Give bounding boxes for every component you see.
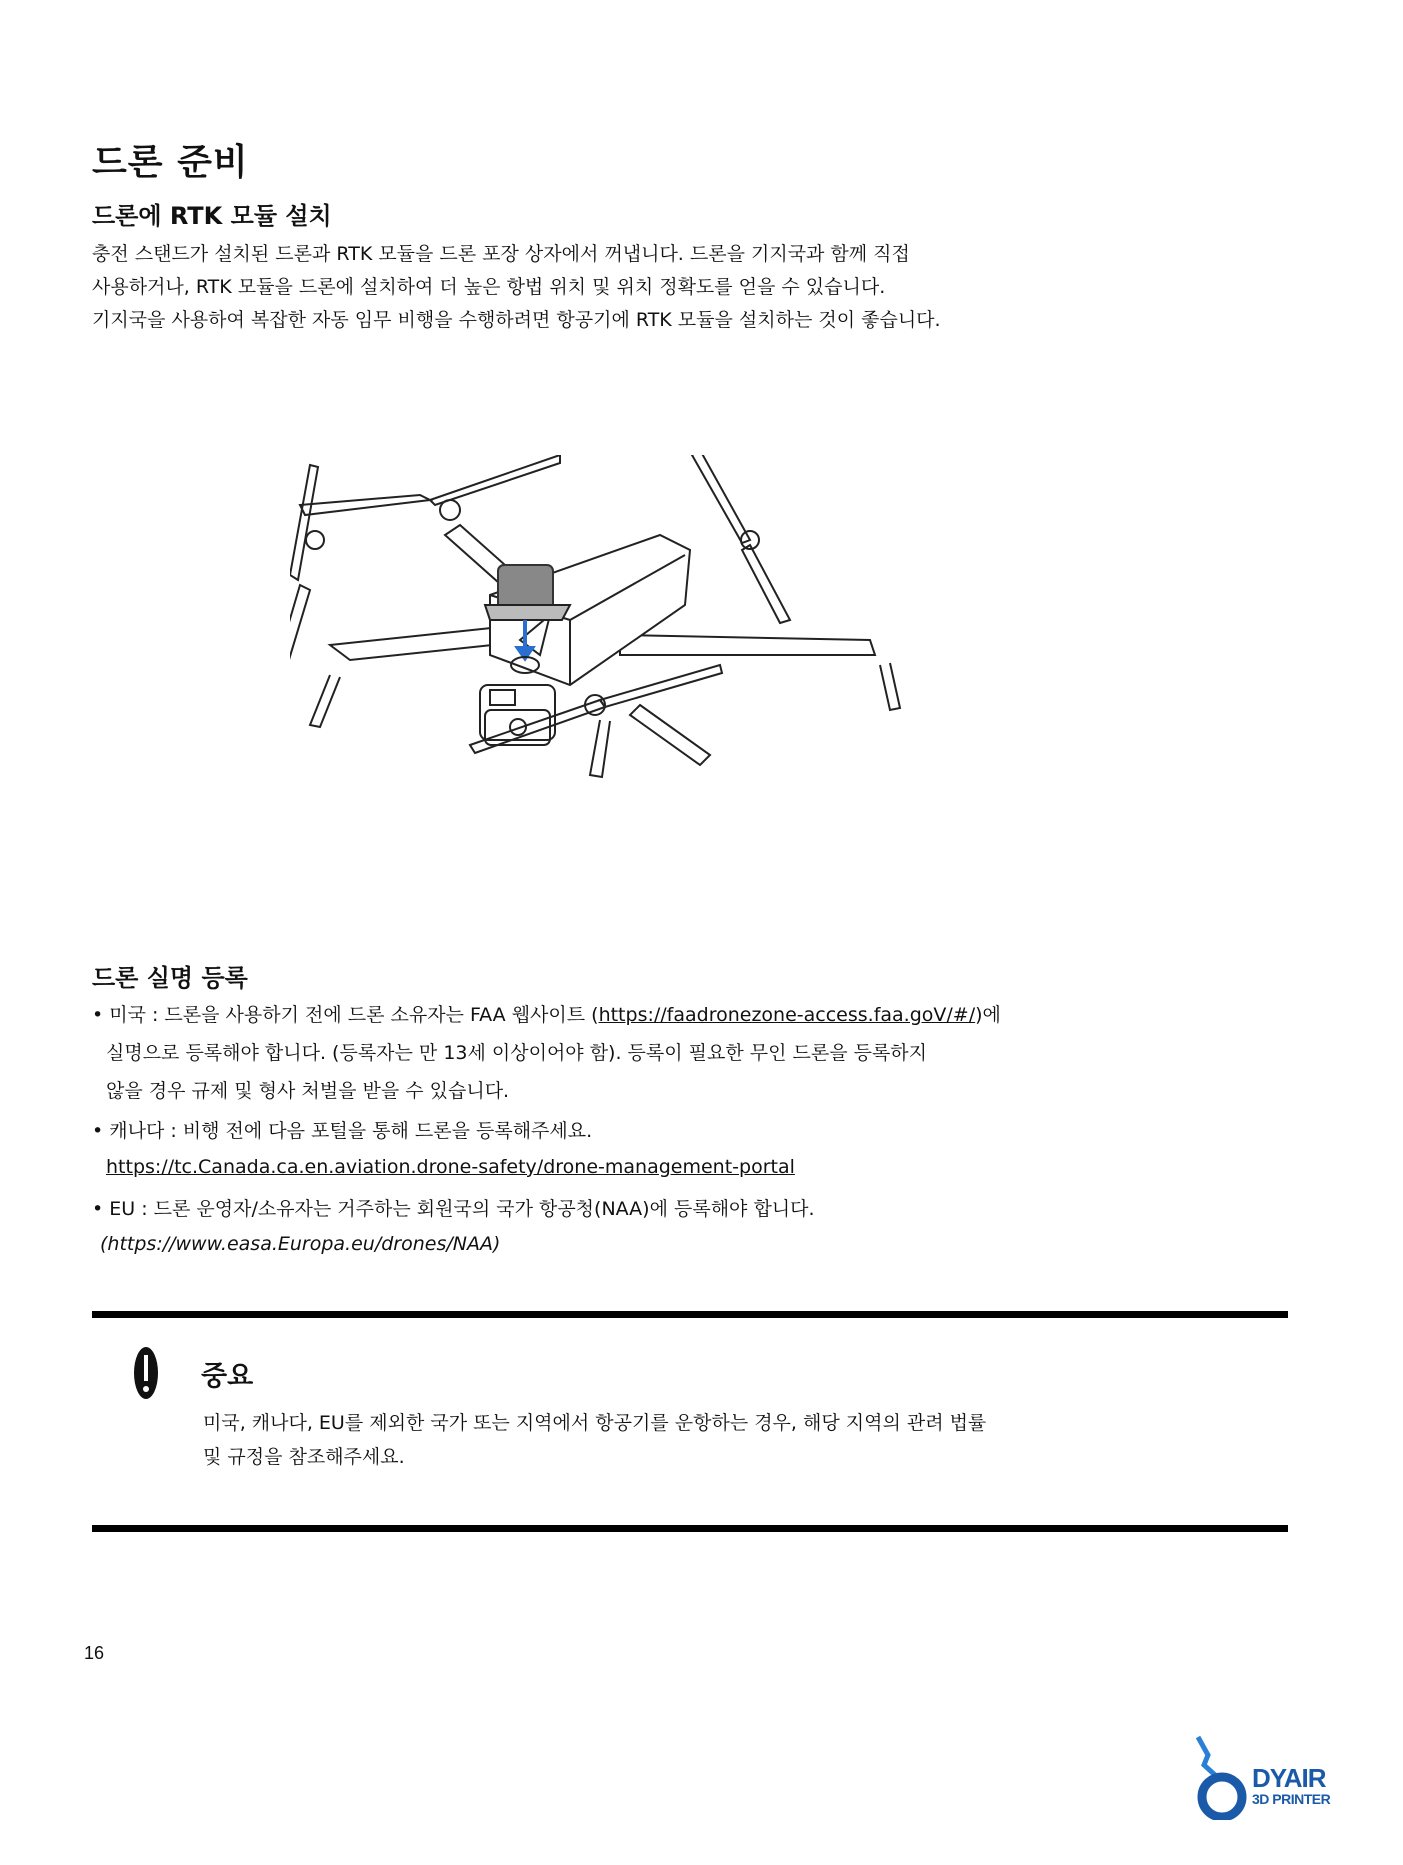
rtk-text-line: 사용하거나, RTK 모듈을 드론에 설치하여 더 높은 항법 위치 및 위치 정확도를 얻을 수 있습니다. [92,276,886,298]
usa-suffix: )에 [975,1004,1001,1026]
notice-top-rule [92,1311,1288,1318]
drone-rtk-illustration [290,455,950,915]
dyair-logo [1190,1735,1360,1820]
notice-text-line: 미국, 캐나다, EU를 제외한 국가 또는 지역에서 항공기를 운항하는 경우, 해당 지역의 관려 법률 [203,1412,987,1434]
usa-text-line: 실명으로 등록해야 합니다. (등록자는 만 13세 이상이어야 함). 등록이 필요한 무인 드론을 등록하지 [106,1042,928,1064]
registration-section-heading: 드론 실명 등록 [92,964,248,992]
page-number: 16 [84,1643,105,1663]
page-title: 드론 준비 [92,142,249,183]
logo-text-sub: 3D PRINTER [1252,1791,1331,1807]
faa-link[interactable]: https://faadronezone-access.faa.goV/#/ [598,1004,976,1026]
usa-bullet [92,1000,1001,1027]
rtk-text-line: 기지국을 사용하여 복잡한 자동 임무 비행을 수행하려면 항공기에 RTK 모듈을 설치하는 것이 좋습니다. [92,309,941,331]
notice-title: 중요 [201,1361,254,1392]
usa-text: • 미국 : 드론을 사용하기 전에 드론 소유자는 FAA 웹사이트 ( [92,1004,599,1026]
rtk-text-line: 충전 스탠드가 설치된 드론과 RTK 모듈을 드론 포장 상자에서 꺼냅니다. 드론을 기지국과 함께 직접 [92,243,910,265]
notice-text-line: 및 규정을 참조해주세요. [203,1446,405,1468]
eu-bullet: • EU : 드론 운영자/소유자는 거주하는 회원국의 국가 항공청(NAA)에 등록해야 합니다. [92,1198,815,1220]
canada-bullet: • 캐나다 : 비행 전에 다음 포털을 통해 드론을 등록해주세요. [92,1120,593,1142]
dragon-logo-icon [1190,1735,1250,1820]
usa-text-line: 않을 경우 규제 및 형사 처벌을 받을 수 있습니다. [106,1080,510,1102]
logo-text-main: DYAIR [1252,1763,1326,1793]
rtk-section-heading: 드론에 RTK 모듈 설치 [92,202,332,230]
canada-link[interactable]: https://tc.Canada.ca.en.aviation.drone-safety/drone-management-portal [106,1156,795,1178]
eu-link[interactable]: (https://www.easa.Europa.eu/drones/NAA) [100,1233,501,1255]
exclamation-icon [134,1346,158,1400]
notice-bottom-rule [92,1525,1288,1532]
